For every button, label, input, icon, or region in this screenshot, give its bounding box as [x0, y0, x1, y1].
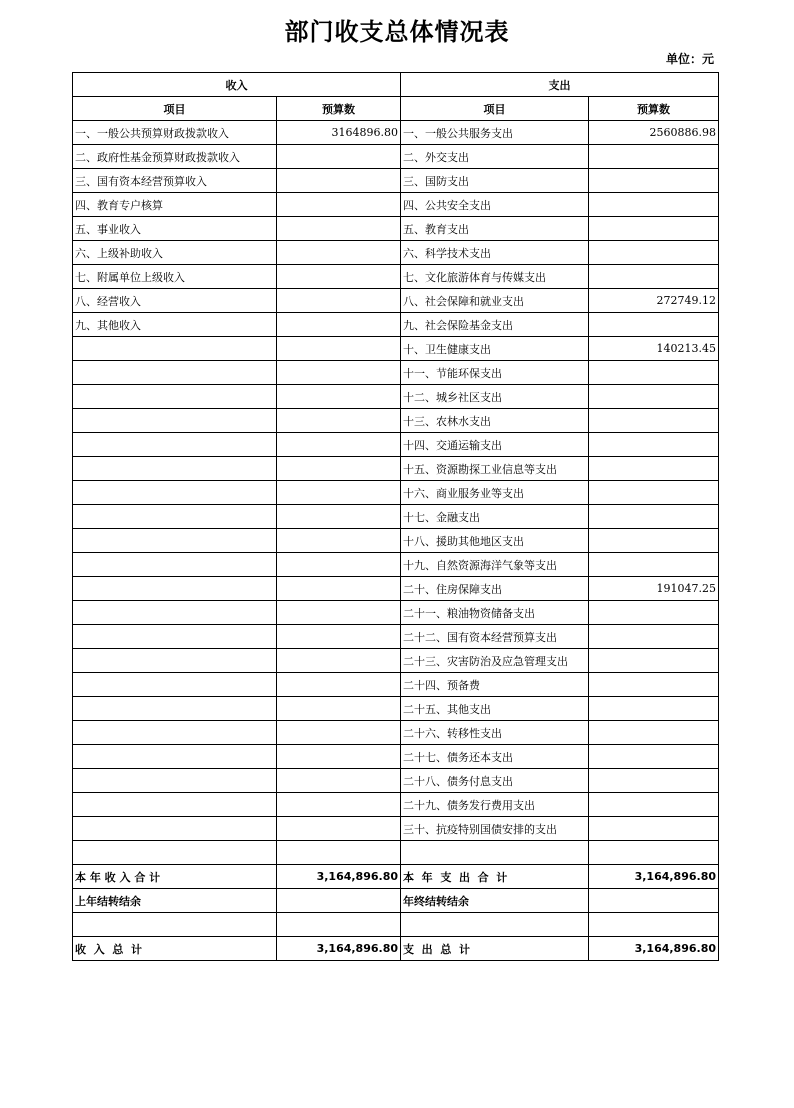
- table-row: [73, 817, 719, 841]
- income-grand-total-label: 收 入 总 计: [73, 937, 277, 961]
- expense-item-name: 二十一、粮油物资储备支出: [401, 601, 589, 625]
- expense-item-value: [589, 793, 719, 817]
- expense-item-name: 十五、资源勘探工业信息等支出: [401, 457, 589, 481]
- table-row: [73, 313, 719, 337]
- expense-item-value: [589, 217, 719, 241]
- table-row: [73, 193, 719, 217]
- income-item-value: [277, 289, 401, 313]
- table-row: [73, 481, 719, 505]
- table-row: [73, 601, 719, 625]
- income-item-value: [277, 529, 401, 553]
- expense-grand-total-label: 支 出 总 计: [401, 937, 589, 961]
- expense-item-name: 二十六、转移性支出: [401, 721, 589, 745]
- table-row: [73, 145, 719, 169]
- expense-item-name: 一、一般公共服务支出: [401, 121, 589, 145]
- income-item-value: [277, 553, 401, 577]
- expense-item-value: [589, 673, 719, 697]
- income-item-value: [277, 361, 401, 385]
- income-item-value: [277, 433, 401, 457]
- income-item-value: [277, 745, 401, 769]
- income-item-name: [73, 769, 277, 793]
- expense-item-name: 二十五、其他支出: [401, 697, 589, 721]
- expense-item-value: [589, 529, 719, 553]
- income-item-name: [73, 337, 277, 361]
- expense-item-name: 十六、商业服务业等支出: [401, 481, 589, 505]
- income-year-total-value: 3,164,896.80: [277, 865, 401, 889]
- income-item-value: 3164896.80: [277, 121, 401, 145]
- income-item-name: [73, 817, 277, 841]
- table-row: [73, 409, 719, 433]
- income-item-value: [277, 169, 401, 193]
- expense-item-value: [589, 193, 719, 217]
- expense-item-name: 二十七、债务还本支出: [401, 745, 589, 769]
- table-row: [73, 121, 719, 145]
- expense-item-value: 191047.25: [589, 577, 719, 601]
- income-item-value: [277, 145, 401, 169]
- budget-table: [72, 72, 719, 961]
- expense-item-value: [589, 241, 719, 265]
- year-total-row: [73, 865, 719, 889]
- income-item-value: [277, 649, 401, 673]
- income-item-name: [73, 553, 277, 577]
- expense-item-value: [589, 313, 719, 337]
- income-item-header: 项目: [73, 97, 277, 121]
- expense-item-name: 十二、城乡社区支出: [401, 385, 589, 409]
- income-grand-total-value: 3,164,896.80: [277, 937, 401, 961]
- income-item-name: 八、经营收入: [73, 289, 277, 313]
- income-year-total-label: 本 年 收 入 合 计: [73, 865, 277, 889]
- income-item-value: [277, 769, 401, 793]
- table-row: [73, 433, 719, 457]
- table-row: [73, 529, 719, 553]
- expense-item-name: 十九、自然资源海洋气象等支出: [401, 553, 589, 577]
- expense-item-name: 七、文化旅游体育与传媒支出: [401, 265, 589, 289]
- income-item-name: [73, 721, 277, 745]
- table-row: [73, 289, 719, 313]
- expense-item-name: 十四、交通运输支出: [401, 433, 589, 457]
- expense-item-value: [589, 481, 719, 505]
- income-item-name: 六、上级补助收入: [73, 241, 277, 265]
- income-item-value: [277, 481, 401, 505]
- income-item-name: [73, 361, 277, 385]
- expense-section-header: 支出: [401, 73, 719, 97]
- expense-item-value: [589, 385, 719, 409]
- income-item-value: [277, 457, 401, 481]
- expense-year-total-label: 本 年 支 出 合 计: [401, 865, 589, 889]
- table-row: [73, 505, 719, 529]
- expense-item-value: [589, 649, 719, 673]
- income-item-value: [277, 409, 401, 433]
- expense-item-value: 272749.12: [589, 289, 719, 313]
- table-row: [73, 649, 719, 673]
- income-item-value: [277, 193, 401, 217]
- expense-item-value: [589, 433, 719, 457]
- income-budget-header: 预算数: [277, 97, 401, 121]
- expense-item-value: [589, 697, 719, 721]
- table-row: [73, 673, 719, 697]
- expense-item-value: [589, 721, 719, 745]
- expense-grand-total-value: 3,164,896.80: [589, 937, 719, 961]
- income-item-value: [277, 265, 401, 289]
- income-item-value: [277, 601, 401, 625]
- table-row: [73, 457, 719, 481]
- end-carryover-label: 年终结转结余: [401, 889, 589, 913]
- table-row: [73, 625, 719, 649]
- table-row: [73, 745, 719, 769]
- income-section-header: 收入: [73, 73, 401, 97]
- income-item-value: [277, 337, 401, 361]
- table-row: [73, 721, 719, 745]
- expense-item-name: 四、公共安全支出: [401, 193, 589, 217]
- income-item-name: [73, 577, 277, 601]
- income-item-name: [73, 481, 277, 505]
- income-item-value: [277, 793, 401, 817]
- expense-item-name: 三十、抗疫特别国债安排的支出: [401, 817, 589, 841]
- table-row: [73, 361, 719, 385]
- income-item-value: [277, 385, 401, 409]
- income-item-name: 二、政府性基金预算财政拨款收入: [73, 145, 277, 169]
- income-item-name: [73, 601, 277, 625]
- expense-item-value: [589, 817, 719, 841]
- expense-item-name: 十八、援助其他地区支出: [401, 529, 589, 553]
- expense-item-name: 六、科学技术支出: [401, 241, 589, 265]
- expense-budget-header: 预算数: [589, 97, 719, 121]
- table-row: [73, 385, 719, 409]
- expense-item-name: 十一、节能环保支出: [401, 361, 589, 385]
- table-row: [73, 769, 719, 793]
- income-item-name: [73, 745, 277, 769]
- expense-item-name: 二十八、债务付息支出: [401, 769, 589, 793]
- income-item-value: [277, 697, 401, 721]
- table-row: [73, 697, 719, 721]
- income-item-value: [277, 673, 401, 697]
- income-item-value: [277, 625, 401, 649]
- income-item-name: [73, 649, 277, 673]
- table-row-blank: [73, 913, 719, 937]
- expense-item-header: 项目: [401, 97, 589, 121]
- income-item-name: 四、教育专户核算: [73, 193, 277, 217]
- expense-item-name: 二十、住房保障支出: [401, 577, 589, 601]
- unit-label: 单位：元: [665, 52, 714, 66]
- income-item-name: [73, 433, 277, 457]
- expense-item-name: 十三、农林水支出: [401, 409, 589, 433]
- expense-item-value: [589, 769, 719, 793]
- income-item-name: [73, 625, 277, 649]
- income-item-name: 一、一般公共预算财政拨款收入: [73, 121, 277, 145]
- income-item-value: [277, 241, 401, 265]
- income-item-name: [73, 457, 277, 481]
- table-row: [73, 337, 719, 361]
- income-item-name: [73, 409, 277, 433]
- page-title: 部门收支总体情况表: [284, 18, 510, 46]
- expense-item-value: [589, 361, 719, 385]
- prev-carryover-label: 上年结转结余: [73, 889, 277, 913]
- expense-item-value: [589, 625, 719, 649]
- income-item-value: [277, 505, 401, 529]
- table-row: [73, 553, 719, 577]
- expense-item-value: [589, 745, 719, 769]
- income-item-value: [277, 217, 401, 241]
- expense-item-name: 二十四、预备费: [401, 673, 589, 697]
- expense-item-name: 九、社会保险基金支出: [401, 313, 589, 337]
- expense-item-value: [589, 409, 719, 433]
- expense-year-total-value: 3,164,896.80: [589, 865, 719, 889]
- income-item-value: [277, 721, 401, 745]
- expense-item-value: [589, 169, 719, 193]
- column-header-row: [73, 97, 719, 121]
- expense-item-name: 二、外交支出: [401, 145, 589, 169]
- income-item-value: [277, 577, 401, 601]
- expense-item-value: [589, 265, 719, 289]
- expense-item-value: [589, 145, 719, 169]
- expense-item-name: 二十三、灾害防治及应急管理支出: [401, 649, 589, 673]
- expense-item-name: 五、教育支出: [401, 217, 589, 241]
- income-item-name: 三、国有资本经营预算收入: [73, 169, 277, 193]
- income-item-name: [73, 697, 277, 721]
- expense-item-value: [589, 457, 719, 481]
- income-item-name: [73, 505, 277, 529]
- grand-total-row: [73, 937, 719, 961]
- income-item-name: [73, 385, 277, 409]
- table-row: [73, 577, 719, 601]
- expense-item-value: [589, 553, 719, 577]
- expense-item-value: 140213.45: [589, 337, 719, 361]
- table-row-blank: [73, 841, 719, 865]
- income-item-name: 九、其他收入: [73, 313, 277, 337]
- income-item-value: [277, 313, 401, 337]
- income-item-name: [73, 793, 277, 817]
- expense-item-name: 八、社会保障和就业支出: [401, 289, 589, 313]
- income-item-name: 七、附属单位上级收入: [73, 265, 277, 289]
- carryover-row: [73, 889, 719, 913]
- table-row: [73, 169, 719, 193]
- table-row: [73, 241, 719, 265]
- expense-item-name: 三、国防支出: [401, 169, 589, 193]
- income-item-name: [73, 529, 277, 553]
- expense-item-value: [589, 505, 719, 529]
- income-item-name: 五、事业收入: [73, 217, 277, 241]
- expense-item-value: [589, 601, 719, 625]
- expense-item-name: 十七、金融支出: [401, 505, 589, 529]
- table-row: [73, 793, 719, 817]
- expense-item-name: 二十二、国有资本经营预算支出: [401, 625, 589, 649]
- income-item-value: [277, 817, 401, 841]
- expense-item-name: 十、卫生健康支出: [401, 337, 589, 361]
- income-item-name: [73, 673, 277, 697]
- expense-item-name: 二十九、债务发行费用支出: [401, 793, 589, 817]
- expense-item-value: 2560886.98: [589, 121, 719, 145]
- table-row: [73, 265, 719, 289]
- table-row: [73, 217, 719, 241]
- section-header-row: [73, 73, 719, 97]
